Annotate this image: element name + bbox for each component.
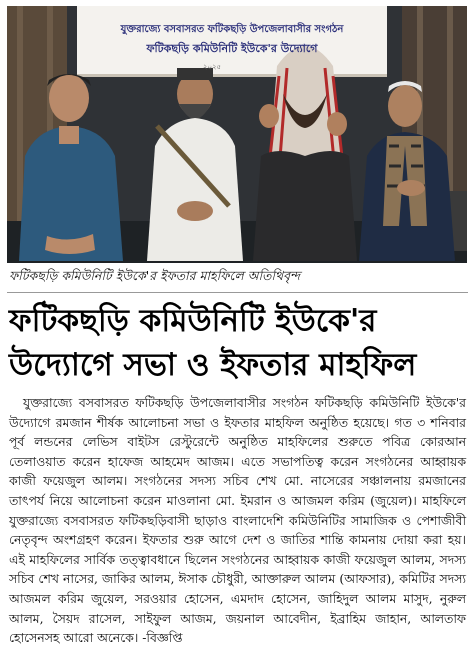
headline-line1: ফটিকছড়ি কমিউনিটি ইউকে'র (9, 303, 377, 339)
headline (9, 299, 466, 387)
article-body: যুক্তরাজ্যে বসবাসরত ফটিকছড়ি উপজেলাবাসীর সংগঠন ফটিকছড়ি কমিউনিটি ইউকে'র উদ্যোগে রমজান শীর্ষক আলোচনা সভা ও ইফতার মাহফিল অনুষ্ঠিত হয়েছে। গত ৩ শনিবার পূর্ব লন্ডনের লেভিস বাইটস রেস্টুরেন্টে অনুষ্ঠিত মাহফিলের শুরুতে পবিত্র কোরআন তেলাওয়াত করেন হাফেজ আহমেদ আজম। এতে সভাপতিত্ব করেন সংগঠনের আহ্বায়ক কাজী ফয়েজুল আলম। সংগঠনের সদস্য সচিব শেখ মো. নাসেরের সঞ্চালনায় রমজানের তাৎপর্য নিয়ে আলোচনা করেন মাওলানা মো. ইমরান ও আজমল করিম (জুয়েল)। মাহফিলে যুক্তরাজ্যে বসবাসরত ফটিকছড়িবাসী ছাড়াও বাংলাদেশি কমিউনিটির সামাজিক ও পেশাজীবী নেতৃবৃন্দ অংশগ্রহণ করেন। ইফতার শুরু আগে দেশ ও জাতির শান্তি কামনায় দোয়া করা হয়। এই মাহফিলের সার্বিক তত্ত্বাবধানে ছিলেন সংগঠনের আহ্বায়ক কাজী ফয়েজুল আলম, সদস্য সচিব শেখ নাসের, জাকির আলম, ঈসাক চৌধুরী, আক্তারুল আলম (আফসার), কমিটির সদস্য আজমল করিম জুয়েল, সরওয়ার হোসেন, এমদাদ হোসেন, জাহিদুল আলম মাসুদ, নুরুল আলম, সৈয়দ রাসেল, সাইফুল আজম, জয়নাল আবেদীন, ইব্রাহিম জাহান, আলতাফ হোসেনসহ আরো অনেকে। -বিজ্ঞপ্তি (9, 395, 466, 646)
event-photo-illustration (7, 6, 467, 263)
headline-line2: উদ্যোগে সভা ও ইফতার মাহফিল (9, 347, 417, 383)
photo-caption: ফটিকছড়ি কমিউনিটি ইউকে'র ইফতার মাহফিলে অতিথিবৃন্দ (7, 263, 468, 293)
event-photo (7, 6, 467, 263)
banner-line1: যুক্তরাজ্যে বসবাসরত ফটিকছড়ি উপজেলাবাসীর সংগঠন (120, 24, 344, 35)
banner-date: ২০২৫ (202, 63, 222, 71)
banner-line2: ফটিকছড়ি কমিউনিটি ইউকে'র উদ্যোগে (146, 42, 318, 55)
